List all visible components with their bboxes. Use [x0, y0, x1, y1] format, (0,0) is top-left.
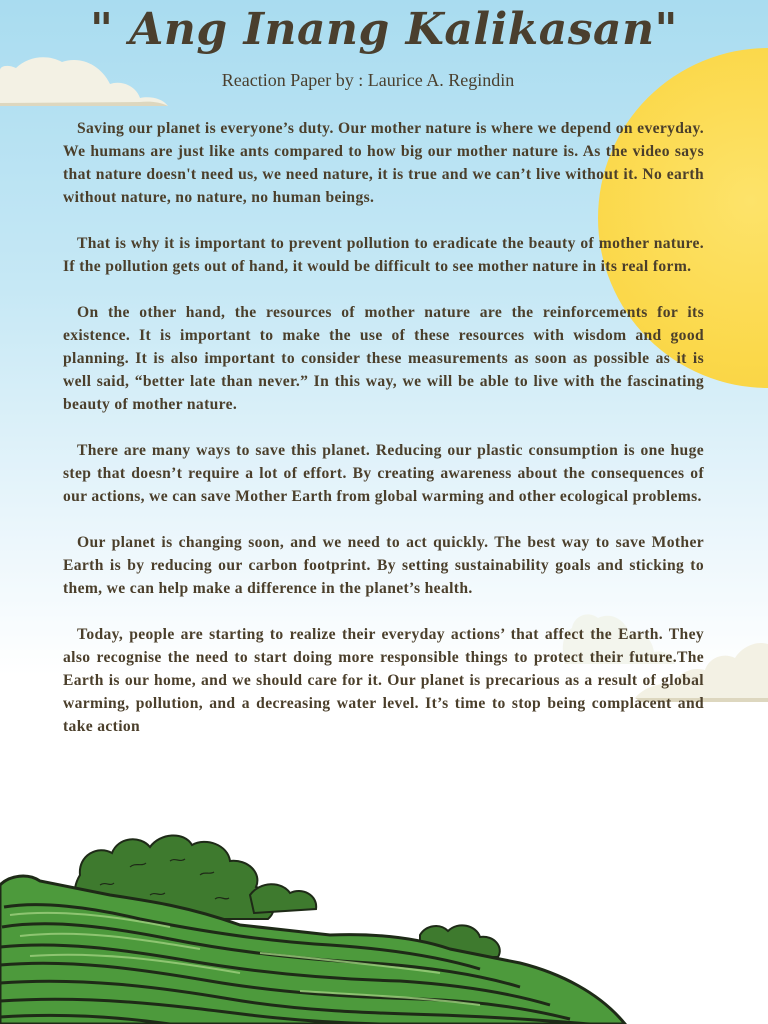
- paragraph: Today, people are starting to realize their everyday actions’ that affect the Earth. They also recognise the need to start doing more responsible things to protect their future.The Earth is our home, and we should care for it. Our planet is precarious as a result of global warming, pollution, and a decreasing water level. It’s time to stop being complacent and take action: [63, 626, 704, 735]
- reaction-paper-body: [63, 117, 704, 761]
- paragraph: That is why it is important to prevent pollution to eradicate the beauty of mother nature. If the pollution gets out of hand, it would be difficult to see mother nature in its real form.: [63, 235, 704, 275]
- rice-terraces-illustration: [0, 815, 640, 1024]
- paragraph: There are many ways to save this planet. Reducing our plastic consumption is one huge step that doesn’t require a lot of effort. By creating awareness about the consequences of our actions, we can save Mother Earth from global warming and other ecological problems.: [63, 442, 704, 505]
- page-title: " Ang Inang Kalikasan": [90, 4, 678, 55]
- paragraph: On the other hand, the resources of mother nature are the reinforcements for its existence. It is important to make the use of these resources with wisdom and good planning. It is also important to consider these measurements as soon as possible as it is well said, “better late than never.” In this way, we will be able to live with the fascinating beauty of mother nature.: [63, 304, 704, 413]
- paragraph: Our planet is changing soon, and we need to act quickly. The best way to save Mother Earth is by reducing our carbon footprint. By setting sustainability goals and sticking to them, we can help make a difference in the planet’s health.: [63, 534, 704, 597]
- page-subtitle: Reaction Paper by : Laurice A. Regindin: [221, 70, 515, 90]
- paragraph: Saving our planet is everyone’s duty. Our mother nature is where we depend on everyday. We humans are just like ants compared to how big our mother nature is. As the video says that nature doesn't need us, we need nature, it is true and we can’t live without it. No earth without nature, no nature, no human beings.: [63, 120, 704, 206]
